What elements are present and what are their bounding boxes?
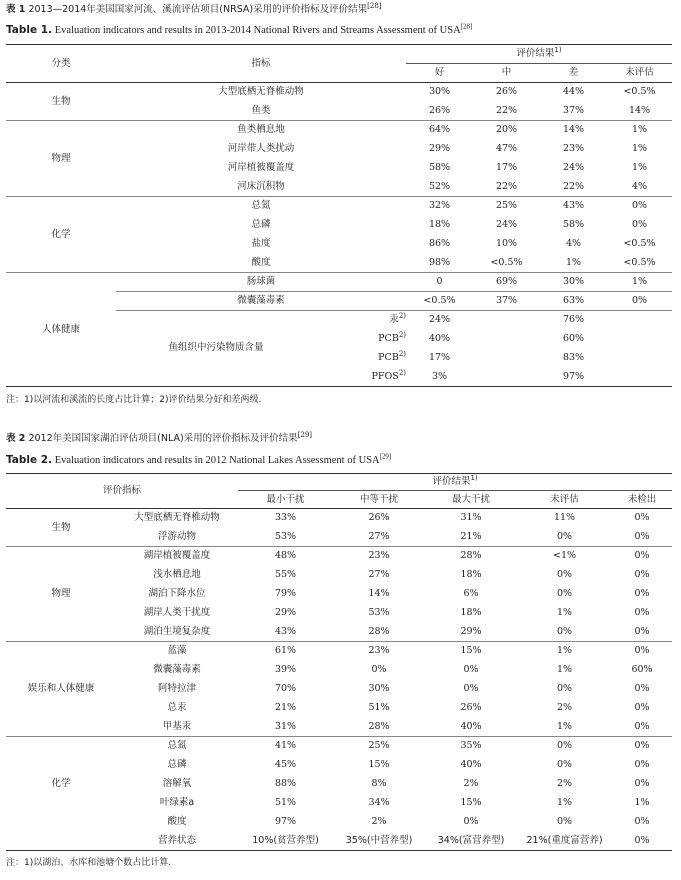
group-label: 生物 bbox=[6, 83, 116, 121]
indicator-cell: 总氮 bbox=[251, 200, 271, 212]
indicator-cell: 湖岸植被覆盖度 bbox=[143, 550, 211, 562]
contaminant-note: 2) bbox=[398, 368, 406, 377]
table1-caption-zh bbox=[6, 1, 382, 16]
value-cell-na: 0% bbox=[631, 219, 648, 230]
value-cell-fair: 10% bbox=[495, 238, 518, 249]
indicator-cell: 浅水栖息地 bbox=[153, 569, 201, 580]
value-cell-empty bbox=[607, 349, 672, 368]
value-cell-good: 40% bbox=[428, 333, 451, 344]
value-cell-na: 14% bbox=[607, 102, 672, 121]
value-cell-2: 18% bbox=[460, 569, 482, 580]
value-cell-good: 52% bbox=[406, 178, 473, 197]
group-label: 化学 bbox=[51, 778, 71, 790]
group-label: 人体健康 bbox=[6, 273, 116, 387]
indicator-cell: 叶绿素a bbox=[159, 797, 195, 808]
table1-caption-en-label: Table 1. bbox=[6, 24, 53, 36]
value-cell-2: 40% bbox=[425, 718, 517, 737]
value-cell-1: 28% bbox=[333, 718, 425, 737]
table2-caption-en-text: Evaluation indicators and results in 2012 National Lakes Assessment of USA bbox=[54, 455, 380, 466]
value-cell-3: 0% bbox=[556, 759, 573, 770]
value-cell-na: 4% bbox=[607, 178, 672, 197]
value-cell-empty bbox=[473, 311, 540, 330]
value-cell-0: 61% bbox=[274, 645, 297, 657]
value-cell-0: 45% bbox=[274, 759, 297, 770]
value-cell-1: 23% bbox=[368, 645, 390, 657]
value-cell-4: 0% bbox=[634, 740, 650, 752]
value-cell-0: 55% bbox=[274, 569, 297, 580]
value-cell-1: 30% bbox=[368, 683, 390, 694]
indicator-cell: 河床沉积物 bbox=[116, 178, 406, 197]
value-cell-1: 34% bbox=[368, 797, 390, 808]
value-cell-2: 29% bbox=[425, 623, 517, 642]
indicator-cell bbox=[116, 368, 406, 387]
header-results-note: 1) bbox=[554, 45, 562, 54]
contaminant-label: 汞 bbox=[389, 314, 399, 326]
table-row bbox=[6, 737, 672, 756]
value-cell-1: 28% bbox=[333, 623, 425, 642]
value-cell-empty bbox=[473, 349, 540, 368]
indicator-cell: 阿特拉津 bbox=[158, 683, 197, 694]
value-cell-4: 0% bbox=[612, 528, 672, 547]
value-cell-good: 26% bbox=[406, 102, 473, 121]
value-cell-4: 0% bbox=[612, 832, 672, 851]
group-label: 化学 bbox=[6, 197, 116, 273]
value-cell-poor: 58% bbox=[562, 219, 585, 230]
value-cell-fair: 25% bbox=[495, 200, 518, 212]
table-header-row bbox=[6, 45, 672, 64]
value-cell-4: 0% bbox=[634, 512, 650, 524]
value-cell-empty bbox=[607, 368, 672, 387]
value-cell-na: 0% bbox=[607, 292, 672, 311]
value-cell-0: 53% bbox=[238, 528, 333, 547]
value-cell-empty bbox=[473, 330, 540, 349]
value-cell-1: 27% bbox=[333, 528, 425, 547]
table-row bbox=[6, 121, 672, 140]
value-cell-3: 1% bbox=[556, 797, 573, 808]
value-cell-2: 35% bbox=[460, 740, 482, 752]
value-cell-poor: 63% bbox=[540, 292, 607, 311]
value-cell-poor: 24% bbox=[562, 162, 585, 173]
value-cell-3: 1% bbox=[556, 645, 573, 657]
value-cell-na: <0.5% bbox=[623, 238, 656, 249]
value-cell-1: 26% bbox=[368, 512, 390, 524]
value-cell-good: 24% bbox=[428, 314, 451, 326]
value-cell-1: 15% bbox=[368, 759, 390, 770]
value-cell-2: 28% bbox=[460, 550, 482, 562]
contaminant-label: PCB bbox=[378, 352, 399, 363]
value-cell-4: 0% bbox=[612, 623, 672, 642]
value-cell-2: 0% bbox=[463, 683, 479, 694]
value-cell-2: 6% bbox=[463, 588, 479, 599]
value-cell-fair: 22% bbox=[473, 102, 540, 121]
contaminant-name bbox=[316, 368, 406, 383]
table-row bbox=[6, 547, 672, 566]
indicator-cell: 总磷 bbox=[167, 759, 187, 770]
header-results-label: 评价结果 bbox=[432, 476, 471, 487]
value-cell-0: 70% bbox=[274, 683, 297, 694]
indicator-cell: 总汞 bbox=[167, 702, 187, 713]
table1-footnote: 注：1)以河流和溪流的长度占比计算；2)评价结果分好和差两级. bbox=[6, 395, 262, 405]
table1-caption-en-text: Evaluation indicators and results in 2013-2014 National Rivers and Streams Assessment of USA bbox=[54, 25, 461, 36]
contaminant-note: 2) bbox=[398, 312, 406, 321]
value-cell-2: 26% bbox=[460, 702, 482, 713]
value-cell-3: 0% bbox=[556, 740, 573, 752]
value-cell-3: 2% bbox=[556, 702, 573, 713]
value-cell-2: 31% bbox=[460, 512, 482, 524]
value-cell-na: 1% bbox=[631, 143, 648, 154]
value-cell-good: 32% bbox=[428, 200, 451, 212]
value-cell-1: 27% bbox=[368, 569, 390, 580]
value-cell-poor: 4% bbox=[565, 238, 582, 249]
value-cell-poor: 76% bbox=[562, 314, 585, 326]
value-cell-1: 51% bbox=[368, 702, 390, 713]
value-cell-4: 0% bbox=[612, 718, 672, 737]
value-cell-2: 21% bbox=[425, 528, 517, 547]
contaminant-note: 2) bbox=[398, 330, 406, 339]
table-row bbox=[6, 509, 672, 528]
value-cell-3: 1% bbox=[556, 607, 573, 618]
value-cell-4: 0% bbox=[634, 816, 650, 827]
value-cell-0: 10%(贫营养型) bbox=[238, 832, 333, 851]
header-indicator: 评价指标 bbox=[6, 474, 238, 509]
value-cell-good: 3% bbox=[406, 368, 473, 387]
value-cell-poor: 22% bbox=[540, 178, 607, 197]
contaminant-label: PFOS bbox=[371, 370, 399, 382]
indicator-cell: 营养状态 bbox=[116, 832, 238, 851]
value-cell-na: 0% bbox=[631, 200, 648, 212]
value-cell-1: 25% bbox=[368, 740, 390, 752]
value-cell-fair: 47% bbox=[495, 143, 518, 154]
table2 bbox=[6, 473, 672, 851]
value-cell-good: 18% bbox=[428, 219, 451, 230]
contaminant-label: PCB bbox=[378, 333, 399, 344]
header-col-1: 中等干扰 bbox=[333, 491, 425, 509]
value-cell-0: 43% bbox=[238, 623, 333, 642]
value-cell-4: 0% bbox=[634, 569, 650, 580]
value-cell-na: <0.5% bbox=[607, 254, 672, 273]
value-cell-good: 64% bbox=[428, 124, 451, 136]
value-cell-fair: 17% bbox=[495, 162, 518, 173]
header-col-fair: 中 bbox=[473, 64, 540, 83]
header-indicator: 指标 bbox=[116, 45, 406, 83]
indicator-cell: 湖岸人类干扰度 bbox=[143, 607, 211, 618]
table1-caption-zh-label: 表 1 bbox=[6, 4, 26, 15]
value-cell-4: 60% bbox=[631, 664, 653, 675]
indicator-cell: 浮游动物 bbox=[116, 528, 238, 547]
group-label: 物理 bbox=[6, 547, 116, 642]
table-row bbox=[6, 642, 672, 661]
value-cell-4: 0% bbox=[634, 645, 650, 657]
value-cell-2: 0% bbox=[463, 664, 479, 675]
value-cell-0: 88% bbox=[274, 778, 297, 789]
table1-caption-en-ref: [28] bbox=[460, 22, 473, 31]
value-cell-na: 1% bbox=[607, 273, 672, 292]
value-cell-2: 34%(富营养型) bbox=[425, 832, 517, 851]
value-cell-fair: 37% bbox=[473, 292, 540, 311]
value-cell-2: 2% bbox=[463, 778, 479, 789]
value-cell-0: 31% bbox=[238, 718, 333, 737]
group-label: 物理 bbox=[6, 121, 116, 197]
table-row bbox=[6, 197, 672, 216]
indicator-cell: 总氮 bbox=[167, 740, 187, 752]
value-cell-3: 0% bbox=[556, 816, 573, 827]
value-cell-poor: 60% bbox=[562, 333, 585, 344]
header-results-label: 评价结果 bbox=[516, 48, 555, 59]
value-cell-na: 1% bbox=[631, 124, 648, 136]
value-cell-good: 58% bbox=[428, 162, 451, 173]
header-col-3: 未评估 bbox=[517, 491, 612, 509]
group-label: 生物 bbox=[6, 509, 116, 547]
indicator-cell: 湖泊生境复杂度 bbox=[116, 623, 238, 642]
value-cell-3: 0% bbox=[517, 623, 612, 642]
value-cell-0: 39% bbox=[274, 664, 297, 675]
indicator-cell: 微囊藻毒素 bbox=[153, 664, 201, 675]
indicator-cell: 河岸植被覆盖度 bbox=[227, 162, 295, 173]
value-cell-4: 0% bbox=[634, 778, 650, 789]
value-cell-0: 21% bbox=[274, 702, 297, 713]
value-cell-good: 0 bbox=[406, 273, 473, 292]
table2-caption-zh-label: 表 2 bbox=[6, 433, 26, 444]
value-cell-0: 29% bbox=[274, 607, 297, 618]
value-cell-fair: 69% bbox=[473, 273, 540, 292]
header-col-2: 最大干扰 bbox=[425, 491, 517, 509]
table2-caption-en bbox=[6, 454, 391, 467]
table-row bbox=[6, 273, 672, 292]
header-col-na: 未评估 bbox=[607, 64, 672, 83]
value-cell-3: 0% bbox=[556, 569, 573, 580]
value-cell-3: 11% bbox=[553, 512, 576, 524]
value-cell-na: 1% bbox=[631, 162, 648, 173]
value-cell-1: 35%(中营养型) bbox=[333, 832, 425, 851]
table2-caption-en-label: Table 2. bbox=[6, 454, 53, 466]
value-cell-1: 53% bbox=[368, 607, 390, 618]
header-col-good: 好 bbox=[406, 64, 473, 83]
value-cell-poor: 37% bbox=[540, 102, 607, 121]
indicator-cell: 河岸带人类扰动 bbox=[227, 143, 295, 154]
value-cell-3: 21%(重度富营养) bbox=[517, 832, 612, 851]
value-cell-1: 14% bbox=[368, 588, 390, 599]
value-cell-4: 0% bbox=[634, 550, 650, 562]
table1-caption-zh-ref: [28] bbox=[367, 1, 382, 10]
value-cell-3: 0% bbox=[556, 683, 573, 694]
value-cell-0: 51% bbox=[274, 797, 297, 808]
value-cell-3: 2% bbox=[556, 778, 573, 789]
value-cell-poor: 23% bbox=[562, 143, 585, 154]
indicator-cell: 盐度 bbox=[251, 238, 271, 249]
table-header-row bbox=[6, 474, 672, 491]
indicator-cell: 蓝藻 bbox=[167, 645, 187, 657]
header-category: 分类 bbox=[6, 45, 116, 83]
value-cell-poor: 43% bbox=[562, 200, 585, 212]
value-cell-poor: 30% bbox=[540, 273, 607, 292]
value-cell-poor: 44% bbox=[562, 86, 585, 98]
value-cell-4: 0% bbox=[634, 607, 650, 618]
value-cell-0: 48% bbox=[274, 550, 297, 562]
indicator-cell: 湖泊下降水位 bbox=[148, 588, 206, 599]
value-cell-empty bbox=[607, 311, 672, 330]
value-cell-good: <0.5% bbox=[406, 292, 473, 311]
value-cell-poor: 14% bbox=[562, 124, 585, 136]
table2-caption-zh-text: 2012年美国国家湖泊评估项目(NLA)采用的评价指标及评价结果 bbox=[28, 433, 298, 444]
indicator-cell: 微囊藻毒素 bbox=[116, 292, 406, 311]
header-results bbox=[406, 45, 672, 64]
value-cell-2: 15% bbox=[460, 797, 482, 808]
table1 bbox=[6, 44, 672, 387]
value-cell-fair: 22% bbox=[473, 178, 540, 197]
value-cell-3: 1% bbox=[517, 718, 612, 737]
value-cell-3: <1% bbox=[553, 550, 577, 562]
value-cell-fair: 24% bbox=[495, 219, 518, 230]
header-results bbox=[238, 474, 672, 491]
value-cell-2: 0% bbox=[463, 816, 479, 827]
value-cell-poor: 1% bbox=[540, 254, 607, 273]
table-row bbox=[6, 83, 672, 102]
indicator-cell: 大型底栖无脊椎动物 bbox=[218, 86, 304, 98]
value-cell-poor: 97% bbox=[540, 368, 607, 387]
value-cell-good: 29% bbox=[428, 143, 451, 154]
indicator-cell: 酸度 bbox=[116, 254, 406, 273]
value-cell-0: 33% bbox=[274, 512, 297, 524]
table-row bbox=[6, 832, 672, 851]
value-cell-fair: 26% bbox=[495, 86, 518, 98]
group-label: 娱乐和人体健康 bbox=[6, 642, 116, 737]
table1-caption-zh-text: 2013—2014年美国国家河流、溪流评估项目(NRSA)采用的评价指标及评价结果 bbox=[28, 4, 368, 15]
contaminant-name bbox=[316, 349, 406, 364]
contaminant-note: 2) bbox=[398, 349, 406, 358]
indicator-cell: 鱼类 bbox=[116, 102, 406, 121]
value-cell-fair: 20% bbox=[495, 124, 518, 136]
value-cell-4: 0% bbox=[634, 759, 650, 770]
value-cell-good: 98% bbox=[406, 254, 473, 273]
header-col-4: 未检出 bbox=[612, 491, 672, 509]
contaminant-name bbox=[316, 330, 406, 345]
table2-caption-zh bbox=[6, 430, 313, 445]
value-cell-good: 30% bbox=[428, 86, 451, 98]
value-cell-3: 0% bbox=[556, 588, 573, 599]
header-results-note: 1) bbox=[470, 473, 478, 482]
header-col-0: 最小干扰 bbox=[238, 491, 333, 509]
value-cell-1: 23% bbox=[368, 550, 390, 562]
value-cell-empty bbox=[473, 368, 540, 387]
indicator-cell: 总磷 bbox=[251, 219, 271, 230]
table2-footnote: 注：1)以湖泊、水库和池塘个数占比计算. bbox=[6, 858, 172, 868]
header-col-poor: 差 bbox=[540, 64, 607, 83]
value-cell-1: 8% bbox=[371, 778, 387, 789]
value-cell-2: 15% bbox=[460, 645, 482, 657]
value-cell-3: 0% bbox=[517, 528, 612, 547]
value-cell-4: 1% bbox=[634, 797, 650, 808]
indicator-cell: 甲基汞 bbox=[116, 718, 238, 737]
value-cell-0: 79% bbox=[274, 588, 297, 599]
value-cell-2: 18% bbox=[460, 607, 482, 618]
table2-caption-zh-ref: [29] bbox=[297, 430, 313, 439]
group-label-empty bbox=[6, 832, 116, 851]
value-cell-good: 86% bbox=[428, 238, 451, 249]
indicator-cell: 溶解氧 bbox=[162, 778, 192, 789]
value-cell-fair: <0.5% bbox=[473, 254, 540, 273]
value-cell-2: 40% bbox=[460, 759, 482, 770]
value-cell-empty bbox=[607, 330, 672, 349]
contaminant-name bbox=[316, 314, 406, 326]
value-cell-poor: 83% bbox=[562, 352, 585, 363]
fish-tissue-label: 鱼组织中污染物质含量 bbox=[168, 342, 264, 354]
value-cell-4: 0% bbox=[634, 683, 650, 694]
table1-caption-en bbox=[6, 24, 472, 37]
value-cell-na: <0.5% bbox=[623, 86, 656, 98]
value-cell-3: 1% bbox=[556, 664, 573, 675]
table2-caption-en-ref: [29] bbox=[379, 452, 392, 461]
value-cell-good: 17% bbox=[428, 352, 451, 363]
value-cell-0: 97% bbox=[274, 816, 297, 827]
indicator-cell: 肠球菌 bbox=[116, 273, 406, 292]
value-cell-4: 0% bbox=[634, 702, 650, 713]
value-cell-1: 2% bbox=[371, 816, 387, 827]
indicator-cell: 鱼类栖息地 bbox=[237, 124, 285, 136]
indicator-cell: 酸度 bbox=[167, 816, 187, 827]
indicator-cell: 大型底栖无脊椎动物 bbox=[134, 512, 220, 524]
value-cell-4: 0% bbox=[634, 588, 650, 599]
value-cell-1: 0% bbox=[371, 664, 387, 675]
value-cell-0: 41% bbox=[274, 740, 297, 752]
